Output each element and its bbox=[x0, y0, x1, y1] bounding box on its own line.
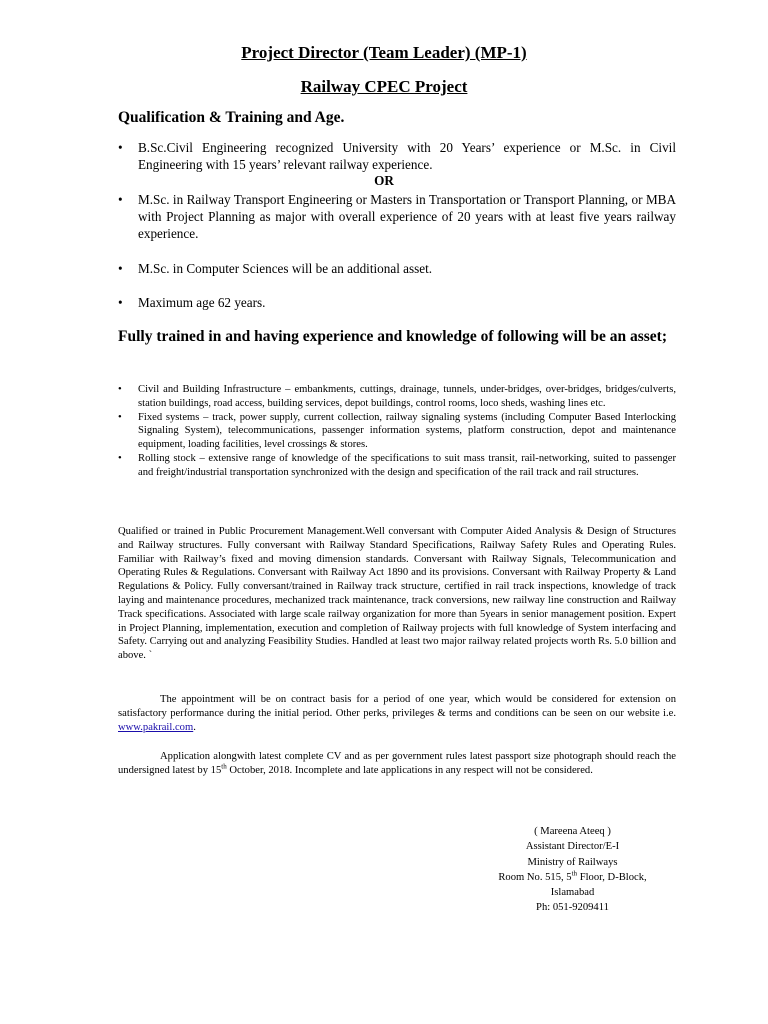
bullet-icon: • bbox=[118, 384, 122, 395]
assets-list bbox=[118, 383, 676, 480]
qualification-item-4 bbox=[118, 294, 676, 311]
bullet-icon: • bbox=[118, 140, 123, 155]
qualification-list-d bbox=[118, 294, 676, 311]
room-floor-suffix: th bbox=[571, 869, 578, 878]
appointment-end: . bbox=[193, 721, 196, 733]
website-link[interactable]: www.pakrail.com bbox=[118, 721, 194, 733]
page-subtitle: Railway CPEC Project bbox=[300, 77, 468, 96]
asset-text-2: Fixed systems – track, power supply, current collection, railway signaling systems (including Computer Based Interlocking Signaling System), telecommunications, passenger information systems, platform construction, depot and maintenance equipment, loading facilities, level crossings & stores. bbox=[138, 411, 676, 451]
signatory-room bbox=[470, 870, 675, 885]
asset-item-3 bbox=[118, 452, 676, 480]
or-separator: OR bbox=[374, 173, 394, 188]
asset-text-3: Rolling stock – extensive range of knowledge of the specifications to suit mass transit, rail-networking, suited to passenger and freight/industrial transportation synchronized with the design and specification of the rail track and rail structures. bbox=[138, 452, 676, 478]
signatory-name: ( Mareena Ateeq ) bbox=[534, 826, 611, 837]
signatory-ministry: Ministry of Railways bbox=[527, 856, 618, 868]
qualification-list-a bbox=[118, 139, 676, 173]
asset-item-1 bbox=[118, 383, 676, 411]
signatory-phone: Ph: 051-9209411 bbox=[536, 902, 609, 914]
application-date-suffix: th bbox=[221, 762, 227, 771]
appointment-text: The appointment will be on contract basis for a period of one year, which would be considered for extension on satisfactory performance during the initial period. Other perks, privileges & terms and conditions can be seen on our website i.e. bbox=[118, 694, 676, 719]
application-text-2: October, 2018. Incomplete and late applications in any respect will not be considered. bbox=[226, 764, 593, 776]
qualification-item-2 bbox=[118, 191, 676, 242]
bullet-icon: • bbox=[118, 261, 123, 276]
qualification-text-2: M.Sc. in Railway Transport Engineering or Masters in Transportation or Transport Planning, or MBA with Project Planning as major with overall experience of 20 years with at least five years railway experience. bbox=[138, 192, 676, 241]
signature-block bbox=[470, 824, 675, 916]
bullet-icon: • bbox=[118, 192, 123, 207]
qualification-text-3: M.Sc. in Computer Sciences will be an additional asset. bbox=[138, 261, 433, 276]
page-title: Project Director (Team Leader) (MP-1) bbox=[241, 43, 527, 62]
qualified-paragraph: Qualified or trained in Public Procurement Management.Well conversant with Computer Aided Analysis & Design of Structures and Railway structures. Fully conversant with Railway Standard Specifications, Railway Safety Rules and Operating Rules. Familiar with Railway’s fixed and moving dimension standards. Conversant with Railway Signals, Telecommunication and Operating Rules & Regulations. Conversant with Railway Act 1890 and its provisions. Conversant with Railway Property & Land Regulations & Policy. Fully conversant/trained in Railway track structure, certified in rail track inspections, knowledge of track laying and maintenance procedures, mechanized track maintenance, track conversions, new railway line construction and Railway Track specifications. Associated with large scale railway organization for more than 5years in senior management position. Expert in Project Planning, implementation, execution and completion of Railway projects with full knowledge of System interfacing and Safety. Carrying out and analyzing Feasibility Studies. Handled at least two major railway related projects worth Rs. 5.0 billion and above. ` bbox=[118, 526, 677, 662]
signatory-designation: Assistant Director/E-I bbox=[525, 841, 620, 853]
qualification-item-3 bbox=[118, 260, 676, 277]
asset-item-2 bbox=[118, 411, 676, 452]
bullet-icon: • bbox=[118, 411, 122, 423]
qualification-text-4: Maximum age 62 years. bbox=[138, 295, 266, 310]
qualification-text-1: B.Sc.Civil Engineering recognized University with 20 Years’ experience or M.Sc. in Civil Engineering with 15 years’ relevant railway experience. bbox=[138, 140, 676, 172]
qualification-item-1 bbox=[118, 139, 676, 173]
assets-heading: Fully trained in and having experience and knowledge of following will be an asset; bbox=[118, 328, 668, 345]
qualification-list-b bbox=[118, 191, 676, 242]
application-paragraph bbox=[118, 750, 676, 778]
appointment-paragraph bbox=[118, 693, 676, 734]
room-text-end: Floor, D-Block, bbox=[577, 871, 647, 883]
application-text-1: Application alongwith latest complete CV and as per government rules latest passport size photograph should reach the undersigned latest by 15 bbox=[118, 751, 676, 776]
qualification-heading: Qualification & Training and Age. bbox=[118, 109, 345, 126]
bullet-icon: • bbox=[118, 452, 122, 464]
signatory-city: Islamabad bbox=[550, 887, 595, 899]
room-text: Room No. 515, 5 bbox=[498, 871, 572, 883]
asset-text-1: Civil and Building Infrastructure – embankments, cuttings, drainage, tunnels, under-bridges, over-bridges, bridges/culverts, station buildings, road access, building services, depot buildings, control rooms, loco sheds, washing lines etc. bbox=[138, 384, 676, 409]
qualification-list-c bbox=[118, 260, 676, 277]
bullet-icon: • bbox=[118, 295, 123, 310]
